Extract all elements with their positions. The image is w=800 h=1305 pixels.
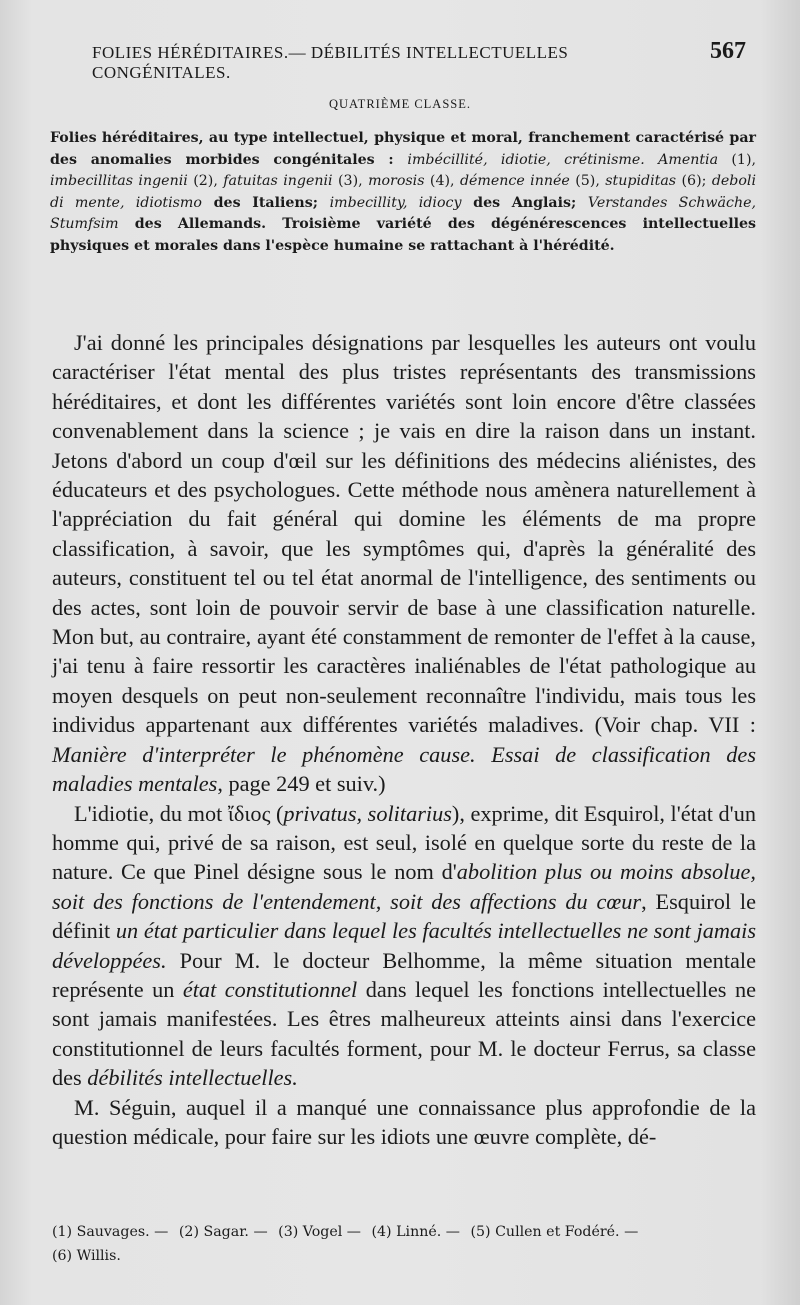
summary-text: (2),	[187, 173, 224, 190]
text-run: M. Séguin, auquel il a manqué une connaissance plus approfondie de la question médicale, pour faire sur les idiots une œuvre complète, dé-	[52, 1094, 756, 1149]
summary-text: Folies héréditaires, au type intellectuel, physique et moral, franchement caractérisé par des anomalies morbides congénitales :	[50, 130, 756, 168]
summary-text: (3),	[332, 173, 369, 190]
italic-run: état constitutionnel	[182, 976, 358, 1002]
summary-italic: imbecillitas ingenii	[50, 173, 188, 190]
footnote: (4) Linné. —	[371, 1224, 460, 1240]
italic-run: privatus, solitarius	[283, 800, 452, 826]
summary-text: (4),	[424, 173, 460, 190]
text-run: Pour M. le docteur Belhomme, la même situation mentale représente un	[52, 947, 756, 1002]
text-run: , page 249 et suiv.)	[217, 771, 386, 797]
summary-text: des Anglais;	[461, 194, 588, 211]
paragraph	[52, 328, 756, 799]
summary-italic: démence innée	[459, 173, 570, 190]
page-number: 567	[710, 38, 746, 64]
section-title: QUATRIÈME CLASSE.	[328, 97, 471, 111]
summary-italic: fatuitas ingenii	[223, 173, 333, 190]
footnote: (2) Sagar. —	[178, 1224, 268, 1240]
summary-italic: imbecillity, idiocy	[329, 194, 462, 211]
footnote: (3) Vogel —	[278, 1224, 361, 1240]
summary-italic: stupiditas	[605, 173, 677, 190]
text-run: , Esquirol le définit	[52, 888, 756, 944]
footnote: (1) Sauvages. —	[52, 1224, 169, 1240]
summary-text: (5),	[569, 173, 606, 190]
italic-run: débilités intellectuelles.	[87, 1065, 298, 1091]
summary-italic: imbécillité, idiotie, crétinisme. Amentia	[407, 151, 719, 168]
text-run: L'idiotie, du mot	[74, 800, 228, 826]
summary-italic: morosis	[368, 173, 425, 190]
italic-run: Manière d'interpréter le phénomène cause. Essai de classification des maladies mentales	[52, 741, 756, 797]
summary-text: des Italiens;	[201, 194, 330, 211]
footnote: (5) Cullen et Fodéré. —	[470, 1224, 639, 1240]
section-summary	[50, 128, 756, 258]
greek-word: ἴδιος	[227, 800, 271, 826]
italic-run: abolition plus ou moins absolue, soit des fonctions de l'entendement, soit des affections du cœur	[52, 859, 756, 914]
page-header	[92, 38, 746, 83]
footnotes	[52, 1220, 756, 1268]
italic-run: un état particulier dans lequel les facultés intellectuelles ne sont jamais développées.	[52, 918, 756, 973]
paragraph	[52, 1093, 756, 1152]
text-run: (	[270, 800, 284, 826]
text-run: J'ai donné les principales désignations par lesquelles les auteurs ont voulu caractériser l'état mental des plus tristes représentants des transmissions héréditaires, et dont les différentes variétés sont loin encore d'être classées convenablement dans la science ; je vais en dire la raison dans un instant. Jetons d'abord un coup d'œil sur les définitions des médecins aliénistes, des éducateurs et des psychologues. Cette méthode nous amènera naturellement à l'appréciation du fait général qui domine les éléments de ma propre classification, à savoir, que les symptômes qui, d'après la généralité des auteurs, constituent tel ou tel état anormal de l'intelligence, des sentiments ou des actes, sont loin de pouvoir servir de base à une classification naturelle. Mon but, au contraire, ayant été constamment de remonter de l'effet à la cause, j'ai tenu à faire ressortir les caractères inaliénables de l'état pathologique au moyen desquels on peut non-seulement reconnaître l'individu, mais tous les individus appartenant aux différentes variétés maladives. (Voir chap. VII :	[52, 330, 756, 738]
summary-text: des Allemands. Troisième variété des dégénérescences intellectuelles physiques et morales dans l'espèce humaine se rattachant à l'hérédité.	[50, 216, 756, 254]
summary-text: (1),	[718, 151, 757, 168]
text-run: ), exprime, dit Esquirol, l'état d'un homme qui, privé de sa raison, est seul, isolé en quelque sorte du reste de la nature. Ce que Pinel désigne sous le nom d'	[52, 800, 756, 885]
body-text	[52, 328, 756, 1151]
paragraph	[52, 799, 756, 1093]
summary-text: (6);	[676, 173, 712, 190]
text-run: dans lequel les fonctions intellectuelles ne sont jamais manifestées. Les êtres malheureux atteints ainsi dans l'exercice constitutionnel de leurs facultés forment, pour M. le docteur Ferrus, sa classe des	[52, 976, 756, 1091]
summary-italic: deboli di mente, idiotismo	[50, 173, 756, 211]
summary-italic: Verstandes Schwäche, Stumfsim	[50, 194, 756, 233]
running-title: FOLIES HÉRÉDITAIRES.— DÉBILITÉS INTELLECTUELLES CONGÉNITALES.	[92, 43, 569, 82]
footnote: (6) Willis.	[52, 1248, 121, 1264]
